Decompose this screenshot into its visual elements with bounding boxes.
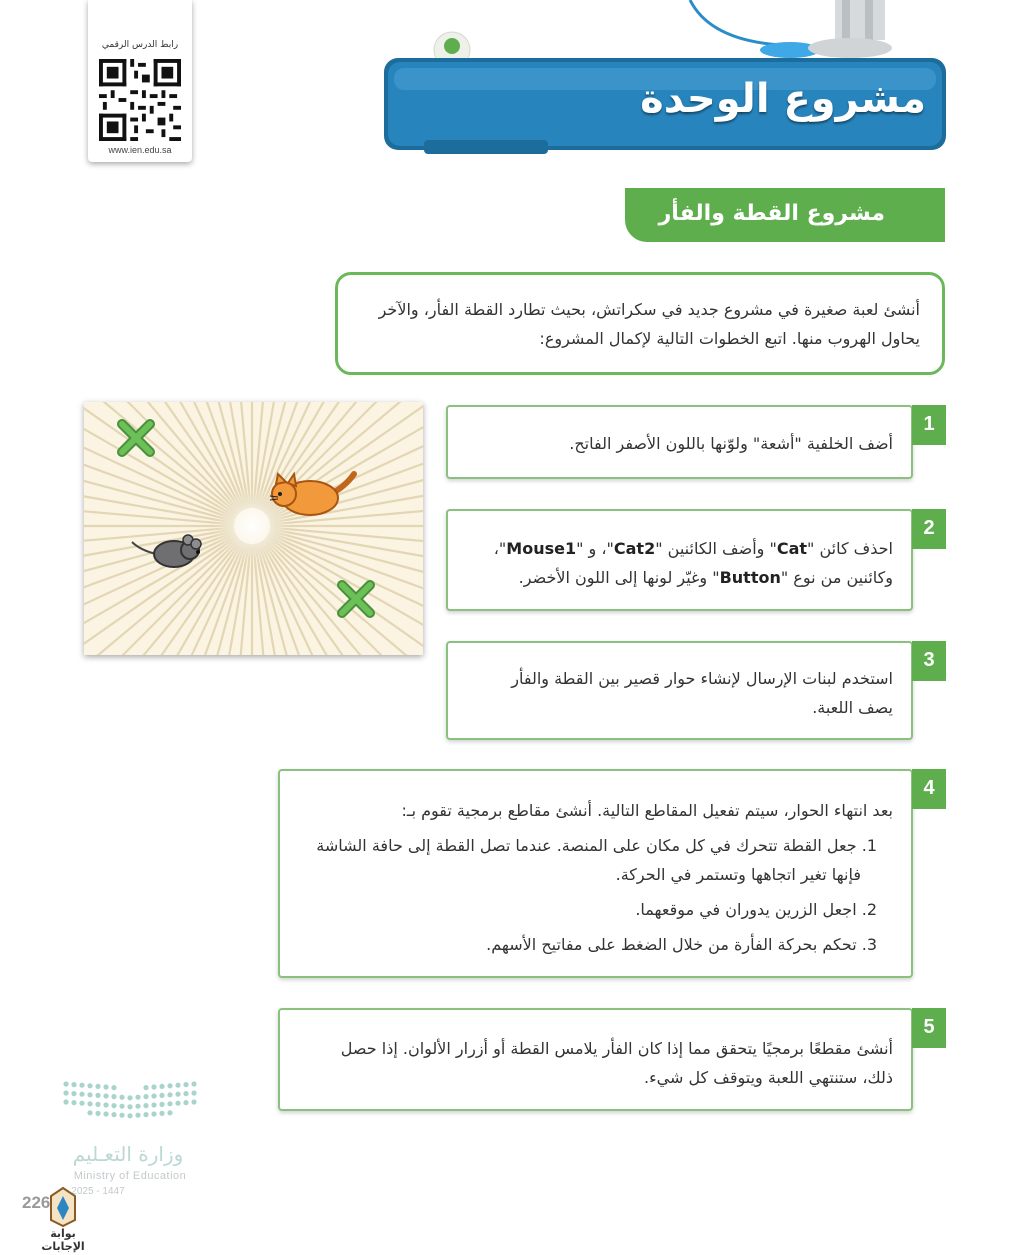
logo-dot <box>111 1112 116 1117</box>
step-4-number: 4 <box>912 769 946 809</box>
logo-dot <box>159 1084 164 1089</box>
logo-dot <box>183 1100 188 1105</box>
watermark-logo <box>28 1186 98 1255</box>
logo-dot <box>175 1092 180 1097</box>
logo-dot <box>79 1083 84 1088</box>
step-4-intro: بعد انتهاء الحوار، سيتم تفعيل المقاطع التالية. أنشئ مقاطع برمجية تقوم بـ: <box>401 801 893 820</box>
step-3-line-1: استخدم لبنات الإرسال لإنشاء حوار قصير بين القطة والفأر <box>511 669 893 688</box>
logo-dot <box>159 1111 164 1116</box>
logo-dot <box>127 1095 132 1100</box>
logo-dot <box>127 1113 132 1118</box>
watermark-pen-icon <box>45 1186 81 1228</box>
logo-dot <box>95 1084 100 1089</box>
logo-dot <box>95 1111 100 1116</box>
logo-dot <box>87 1101 92 1106</box>
logo-dot <box>143 1112 148 1117</box>
sprite-name-cat2: Cat2 <box>613 539 656 558</box>
logo-dot <box>71 1082 76 1087</box>
qr-url[interactable]: www.ien.edu.sa <box>108 145 172 155</box>
logo-dot <box>183 1091 188 1096</box>
ministry-year: 2025 - 1447 <box>71 1186 125 1197</box>
logo-dot <box>111 1103 116 1108</box>
sprite-name-mouse1: Mouse1 <box>506 539 577 558</box>
logo-dot <box>151 1093 156 1098</box>
step-5-line-1: أنشئ مقطعًا برمجيًا يتحقق مما إذا كان الفأر يلامس القطة أو أزرار الألوان. إذا حصل <box>340 1039 893 1058</box>
intro-line-1: أنشئ لعبة صغيرة في مشروع جديد في سكراتش، بحيث تطارد القطة الفأر، والآخر <box>378 300 920 319</box>
step-2-text <box>494 534 893 592</box>
step-4-box <box>278 769 913 978</box>
green-x-icon <box>114 416 158 460</box>
logo-dot <box>135 1095 140 1100</box>
logo-dot <box>135 1113 140 1118</box>
logo-dot <box>63 1090 68 1095</box>
logo-dot <box>135 1104 140 1109</box>
logo-dot <box>71 1091 76 1096</box>
logo-dot <box>63 1081 68 1086</box>
logo-dot <box>103 1102 108 1107</box>
logo-dot <box>143 1103 148 1108</box>
logo-dot <box>79 1101 84 1106</box>
intro-line-2: يحاول الهروب منها. اتبع الخطوات التالية لإكمال المشروع: <box>539 329 920 348</box>
sprite-name-cat: Cat <box>776 539 808 558</box>
logo-dot <box>95 1093 100 1098</box>
logo-dot <box>151 1111 156 1116</box>
logo-dot <box>119 1113 124 1118</box>
step-5-line-2: ذلك، ستنتهي اللعبة ويتوقف كل شيء. <box>644 1068 893 1087</box>
project-banner <box>625 188 945 242</box>
unit-title: مشروع الوحدة <box>640 76 926 122</box>
ministry-dots-icon <box>62 1078 202 1128</box>
logo-dot <box>191 1090 196 1095</box>
step-2-number: 2 <box>912 509 946 549</box>
step-5-text <box>341 1034 893 1092</box>
logo-dot <box>87 1092 92 1097</box>
logo-dot <box>191 1099 196 1104</box>
logo-dot <box>183 1082 188 1087</box>
logo-dot <box>63 1099 68 1104</box>
intro-box <box>335 272 945 375</box>
logo-dot <box>127 1104 132 1109</box>
step-1-number: 1 <box>912 405 946 445</box>
step-3-number: 3 <box>912 641 946 681</box>
step-2-line-2: وكائنين من نوع "Button" وغيّر لونها إلى اللون الأخضر. <box>518 568 893 587</box>
logo-dot <box>167 1110 172 1115</box>
step-1-text: أضف الخلفية "أشعة" ولوّنها باللون الأصفر الفاتح. <box>569 434 893 453</box>
green-x-icon <box>334 577 378 621</box>
logo-dot <box>87 1110 92 1115</box>
logo-dot <box>143 1094 148 1099</box>
ministry-logo <box>58 1078 208 1198</box>
step-4-item-3: 3. تحكم بحركة الفأرة من خلال الضغط على مفاتيح الأسهم. <box>486 935 877 954</box>
logo-dot <box>111 1085 116 1090</box>
step-5-box <box>278 1008 913 1111</box>
step-3-line-2: يصف اللعبة. <box>812 698 893 717</box>
step-2-box <box>446 509 913 611</box>
ministry-name-ar: وزارة التعـليم <box>72 1142 184 1166</box>
logo-dot <box>119 1104 124 1109</box>
logo-dot <box>143 1085 148 1090</box>
step-3-box <box>446 641 913 740</box>
logo-dot <box>159 1102 164 1107</box>
logo-dot <box>95 1102 100 1107</box>
logo-dot <box>175 1083 180 1088</box>
cat-sprite <box>266 466 362 526</box>
logo-dot <box>119 1095 124 1100</box>
logo-dot <box>151 1102 156 1107</box>
project-title: مشروع القطة والفأر <box>658 201 885 226</box>
logo-dot <box>87 1083 92 1088</box>
watermark-text: بوابة الإجابات <box>41 1227 85 1253</box>
logo-dot <box>167 1092 172 1097</box>
logo-dot <box>175 1101 180 1106</box>
mouse-sprite <box>128 532 210 576</box>
qr-code-icon[interactable] <box>99 59 181 141</box>
step-1-box <box>446 405 913 479</box>
step-5-number: 5 <box>912 1008 946 1048</box>
logo-dot <box>167 1083 172 1088</box>
ministry-name-en: Ministry of Education <box>73 1170 187 1182</box>
step-2-line-1: احذف كائن "Cat" وأضف الكائنين "Cat2"، و "Mouse1"، <box>493 539 893 558</box>
step-4-item-2: 2. اجعل الزرين يدوران في موقعهما. <box>635 900 877 919</box>
logo-dot <box>151 1084 156 1089</box>
scratch-stage-image <box>84 402 423 655</box>
logo-dot <box>167 1101 172 1106</box>
logo-dot <box>71 1100 76 1105</box>
page-number: 226 <box>22 1193 51 1212</box>
qr-card[interactable] <box>88 0 192 162</box>
logo-dot <box>191 1081 196 1086</box>
qr-label: رابط الدرس الرقمي <box>101 40 179 50</box>
logo-dot <box>103 1093 108 1098</box>
sprite-name-button: Button <box>719 568 781 587</box>
step-4-item-1: 1. جعل القطة تتحرك في كل مكان على المنصة. عندما تصل القطة إلى حافة الشاشة فإنها تغير اتجاهها وتستمر في الحركة. <box>316 836 877 884</box>
logo-dot <box>111 1094 116 1099</box>
logo-dot <box>103 1111 108 1116</box>
logo-dot <box>103 1084 108 1089</box>
logo-dot <box>79 1092 84 1097</box>
step-3-text <box>511 664 893 722</box>
logo-dot <box>159 1093 164 1098</box>
